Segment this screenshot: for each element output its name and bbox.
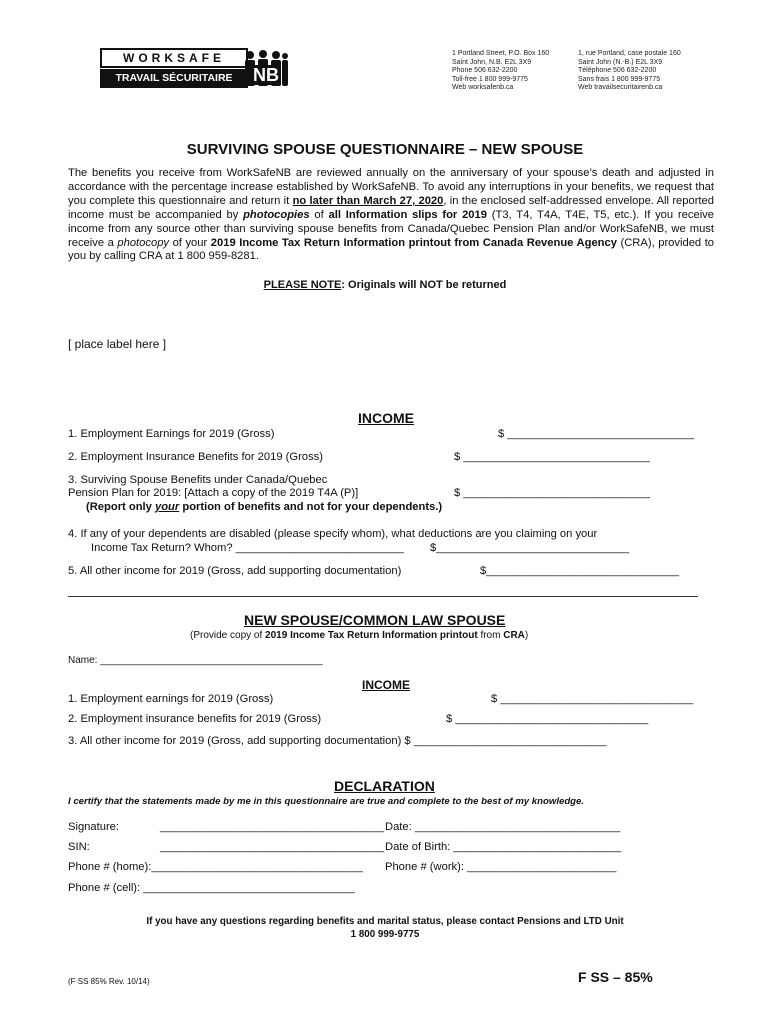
spouse-name-field[interactable]: Name: ________________________________________ — [68, 655, 323, 666]
intro-emphasis: photocopies — [243, 208, 310, 221]
logo-travail-text: TRAVAIL SÉCURITAIRE — [100, 69, 248, 88]
logo-worksafe-text: WORKSAFE — [100, 48, 248, 68]
contact-info: If you have any questions regarding benefits and marital status, please contact Pensions and LTD Unit — [146, 916, 624, 927]
date-field[interactable]: Date: _________________________________ — [385, 821, 621, 833]
spouse-income-heading: INCOME — [362, 678, 410, 692]
intro-emphasis: all Information slips for 2019 — [328, 208, 487, 221]
signature-field[interactable]: ____________________________________ — [160, 821, 384, 833]
form-code: F SS – 85% — [578, 969, 653, 985]
intro-emphasis: photocopy — [117, 236, 170, 249]
income-item-2-label: 2. Employment Insurance Benefits for 2019 (Gross) — [68, 451, 323, 463]
employment-insurance-field[interactable]: $ ______________________________ — [454, 451, 650, 463]
address-line: Web worksafenb.ca — [452, 84, 514, 92]
spouse-item-2-label: 2. Employment insurance benefits for 2019 (Gross) — [68, 713, 322, 725]
please-note — [0, 279, 770, 291]
new-spouse-subheading — [190, 629, 528, 643]
phone-cell-field[interactable]: Phone # (cell): __________________________________ — [68, 882, 355, 894]
other-income-field[interactable]: $_______________________________ — [480, 565, 680, 577]
address-line: Web travailsecuritairenb.ca — [578, 84, 663, 92]
address-line: 1 Portland Street, P.O. Box 160 — [452, 50, 550, 57]
income-item-4-label: 4. If any of your dependents are disabled (please specify whom), what deductions are you claiming on your — [68, 528, 598, 540]
address-line: Saint John (N.-B.) E2L 3X9 — [578, 58, 663, 66]
phone-home-field[interactable]: Phone # (home):__________________________________ — [68, 861, 363, 873]
income-item-3-label: 3. Surviving Spouse Benefits under Canada/Quebec — [68, 474, 328, 486]
deductions-amount-field[interactable]: $_______________________________ — [430, 542, 630, 554]
intro-emphasis: 2019 Income Tax Return Information printout from Canada Revenue Agency — [210, 236, 617, 249]
intro-text: of your — [169, 236, 211, 249]
address-english — [452, 50, 549, 93]
spouse-other-income-field[interactable]: 3. All other income for 2019 (Gross, add supporting documentation) $ _______________________________ — [68, 735, 607, 747]
declaration-statement: I certify that the statements made by me in this questionnaire are true and complete to the best of my knowledge. — [68, 796, 585, 807]
intro-text: The benefits you receive from WorkSafeNB are reviewed annually on the anniversary of your spouse’s death and adjusted in accordance with the percentage increase established by WorkSafeNB. To avoid any interruptions in your benefits, we request that you complete this questionnaire and return it — [68, 167, 714, 207]
sub-text: ) — [524, 630, 529, 641]
address-line: Sans frais 1 800 999-9775 — [578, 75, 661, 83]
phone-work-field[interactable]: Phone # (work): ________________________ — [385, 861, 617, 873]
logo-nb-text: NB — [253, 65, 279, 85]
note-text: portion of benefits and not for your dependents.) — [179, 501, 443, 513]
note-text: (Report only — [86, 501, 155, 513]
intro-text: of — [309, 208, 329, 221]
section-divider — [68, 596, 698, 597]
intro-text: , in the enclosed self-addressed envelope. All reported income must be accompanied by — [68, 194, 714, 221]
spouse-item-1-label: 1. Employment earnings for 2019 (Gross) — [68, 693, 274, 705]
income-item-3-label-cont: Pension Plan for 2019: [Attach a copy of the 2019 T4A (P)] — [68, 487, 359, 499]
sub-text: from — [477, 630, 504, 641]
note-label: PLEASE NOTE — [263, 279, 342, 291]
address-line: 1, rue Portland, case postale 160 — [578, 50, 681, 57]
contact-phone: 1 800 999-9775 — [350, 929, 420, 940]
date-of-birth-field[interactable]: Date of Birth: ___________________________ — [385, 841, 622, 853]
intro-text: (CRA), provided to you by calling CRA at 1 800 959-8281. — [68, 236, 715, 263]
sin-label: SIN: — [68, 841, 90, 853]
income-item-5-label: 5. All other income for 2019 (Gross, add supporting documentation) — [68, 565, 402, 577]
address-line: Phone 506 632-2200 — [452, 67, 518, 75]
address-french — [578, 50, 681, 93]
income-heading: INCOME — [358, 410, 414, 426]
form-revision: (F SS 85% Rev. 10/14) — [68, 977, 150, 986]
note-emphasis: your — [155, 501, 180, 513]
income-item-1-label: 1. Employment Earnings for 2019 (Gross) — [68, 428, 275, 440]
address-line: Saint John, N.B. E2L 3X9 — [452, 58, 532, 66]
address-line: Téléphone 506 632-2200 — [578, 67, 657, 75]
sub-text: (Provide copy of — [190, 630, 266, 641]
intro-paragraph — [68, 167, 714, 264]
label-placeholder: [ place label here ] — [68, 337, 167, 351]
new-spouse-heading: NEW SPOUSE/COMMON LAW SPOUSE — [244, 612, 506, 628]
sub-emphasis: 2019 Income Tax Return Information printout — [265, 630, 478, 641]
signature-label: Signature: — [68, 821, 119, 833]
page-title: SURVIVING SPOUSE QUESTIONNAIRE – NEW SPOUSE — [186, 141, 584, 158]
pension-benefits-field[interactable]: $ ______________________________ — [454, 487, 650, 499]
worksafe-logo — [100, 48, 248, 88]
deadline-text: no later than March 27, 2020 — [292, 194, 444, 207]
declaration-heading: DECLARATION — [334, 778, 435, 794]
sin-field[interactable]: ____________________________________ — [160, 841, 384, 853]
spouse-employment-earnings-field[interactable]: $ _______________________________ — [491, 693, 694, 705]
intro-text: (T3, T4, T4A, T4E, T5, etc.). If you receive income from any source other than surviving spouse benefits from Canada/Quebec Pension Plan and/or WorkSafeNB, we must receive a — [68, 208, 714, 249]
spouse-employment-insurance-field[interactable]: $ _______________________________ — [446, 713, 649, 725]
income-item-3-note — [86, 500, 442, 514]
employment-earnings-field[interactable]: $ ______________________________ — [498, 428, 694, 440]
dependents-whom-field[interactable]: Income Tax Return? Whom? ___________________________ — [91, 542, 404, 554]
address-line: Toll-free 1 800 999-9775 — [452, 75, 528, 83]
sub-emphasis: CRA — [503, 630, 525, 641]
note-text: : Originals will NOT be returned — [341, 279, 507, 291]
